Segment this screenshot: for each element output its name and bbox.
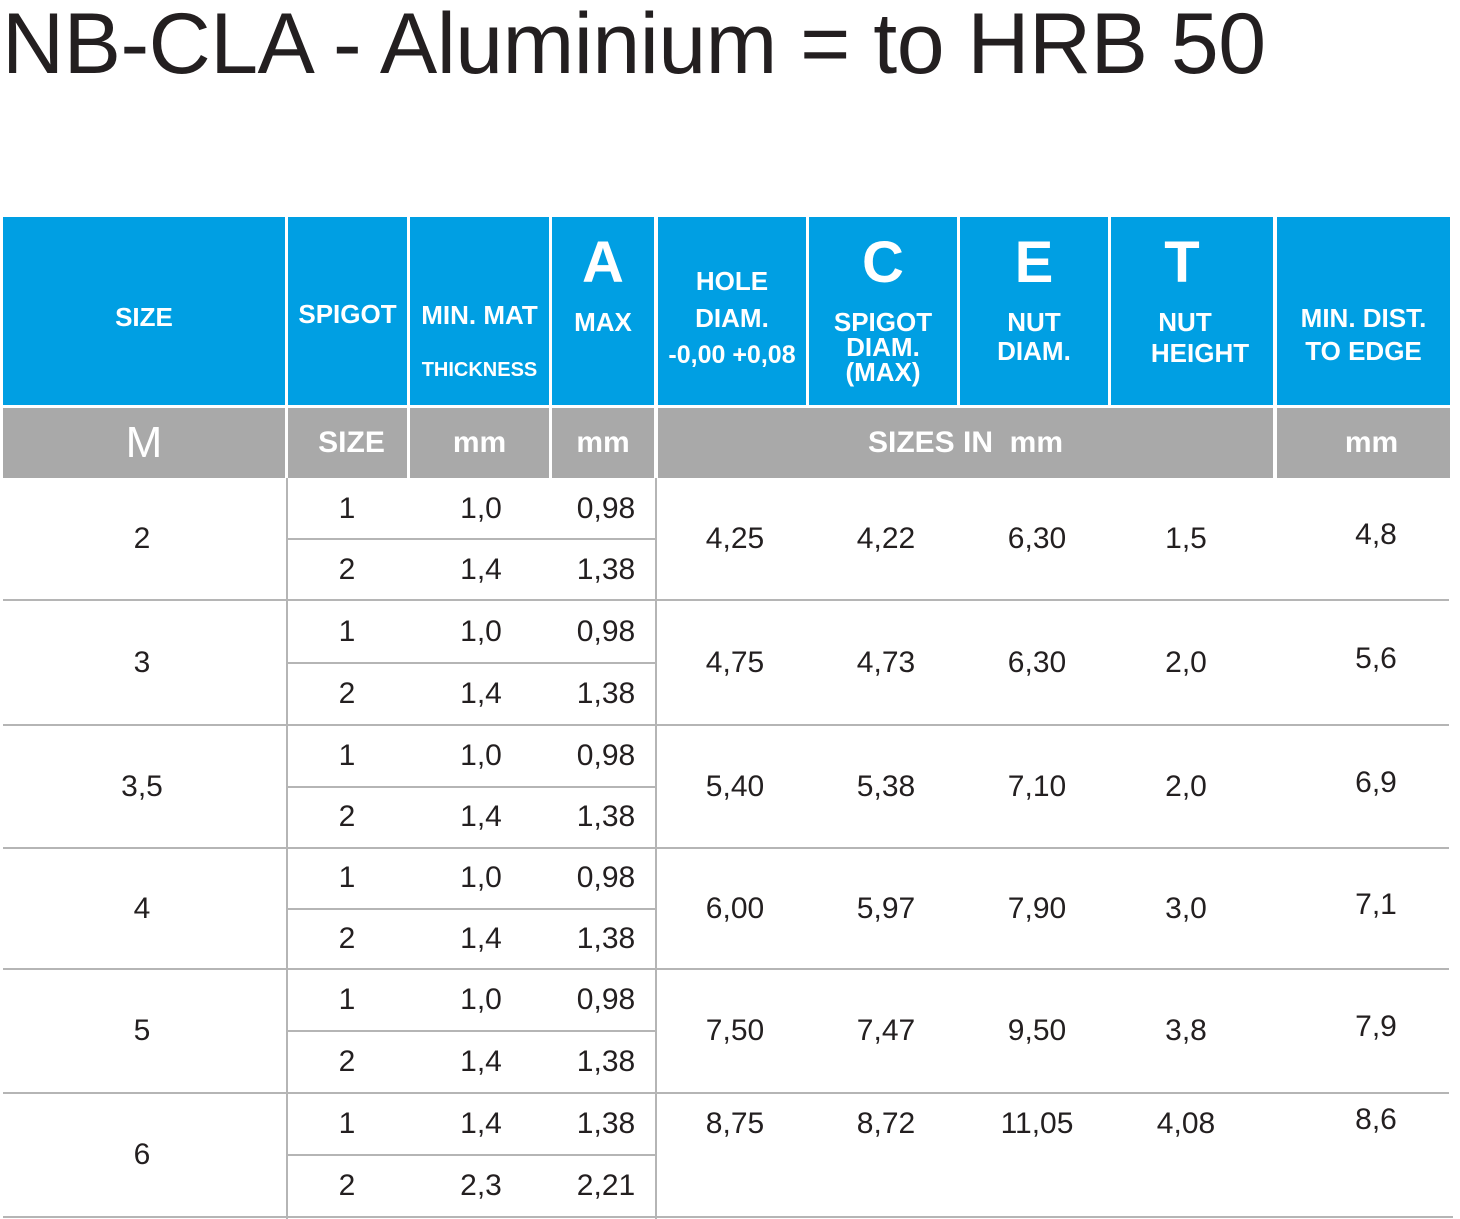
cell-min-mat: 1,4 <box>460 921 502 955</box>
sub-row-divider <box>288 1030 655 1032</box>
cell-spigot: 1 <box>338 983 356 1016</box>
cell-a-max: 1,38 <box>576 1045 636 1078</box>
header-a-max-label: MAX <box>574 307 632 337</box>
cell-spigot: 1 <box>338 861 356 895</box>
cell-hole-diam: 8,75 <box>705 1107 765 1140</box>
row-m-size: 3,5 <box>121 769 163 803</box>
sub-row-divider <box>288 538 655 540</box>
subheader-mm-a: mm <box>552 408 654 478</box>
cell-a-max: 1,38 <box>576 921 636 955</box>
cell-spigot-diam: 4,22 <box>856 522 916 555</box>
header-thickness-label: THICKNESS <box>421 359 538 381</box>
header-t-letter: T <box>1164 230 1200 295</box>
cell-a-max: 0,98 <box>576 983 636 1016</box>
header-t-nut-label: NUT <box>1158 307 1212 337</box>
cell-spigot: 1 <box>338 491 356 525</box>
row-m-size: 5 <box>133 1014 151 1047</box>
row-divider <box>3 968 1449 970</box>
header-c-max-label: (MAX) <box>845 357 921 387</box>
cell-spigot-diam: 5,38 <box>856 769 916 803</box>
cell-nut-diam: 6,30 <box>1007 646 1067 679</box>
cell-nut-height: 4,08 <box>1156 1107 1216 1140</box>
header-c <box>809 217 957 405</box>
cell-nut-height: 1,5 <box>1165 522 1207 555</box>
cell-min-mat: 1,4 <box>460 1107 502 1140</box>
header-c-diam-label: DIAM. <box>846 332 920 362</box>
cell-a-max: 1,38 <box>576 800 636 834</box>
cell-a-max: 0,98 <box>576 861 636 895</box>
cell-min-mat: 1,0 <box>460 738 502 772</box>
cell-min-dist: 7,1 <box>1355 887 1397 921</box>
cell-min-mat: 1,4 <box>460 800 502 834</box>
cell-spigot-diam: 7,47 <box>856 1014 916 1047</box>
row-m-size: 4 <box>133 891 151 925</box>
cell-spigot: 1 <box>338 615 356 648</box>
subheader-m: M <box>3 408 285 478</box>
header-e-diam-label: DIAM. <box>997 336 1071 366</box>
cell-nut-diam: 7,90 <box>1007 891 1067 925</box>
cell-min-mat: 1,4 <box>460 1045 502 1078</box>
cell-spigot-diam: 8,72 <box>856 1107 916 1140</box>
header-min-dist <box>1277 217 1450 405</box>
header-spigot <box>288 217 407 405</box>
cell-nut-height: 3,8 <box>1165 1014 1207 1047</box>
cell-nut-height: 2,0 <box>1165 646 1207 679</box>
row-divider <box>3 1216 1453 1218</box>
cell-spigot: 1 <box>338 1107 356 1140</box>
cell-nut-height: 3,0 <box>1165 891 1207 925</box>
cell-hole-diam: 7,50 <box>705 1014 765 1047</box>
header-to-edge-label: TO EDGE <box>1305 336 1422 366</box>
row-divider <box>3 599 1449 601</box>
cell-nut-diam: 7,10 <box>1007 769 1067 803</box>
sub-row-divider <box>288 786 655 788</box>
cell-a-max: 0,98 <box>576 615 636 648</box>
cell-nut-diam: 11,05 <box>1000 1107 1074 1140</box>
subheader-sizes-in-mm: SIZES IN mm <box>658 408 1273 478</box>
cell-spigot: 2 <box>338 1169 356 1202</box>
cell-a-max: 1,38 <box>576 552 636 586</box>
cell-min-mat: 2,3 <box>460 1169 502 1202</box>
header-a-letter: A <box>582 230 624 295</box>
cell-nut-diam: 9,50 <box>1007 1014 1067 1047</box>
header-hole-label: HOLE <box>695 266 769 296</box>
cell-min-dist: 4,8 <box>1355 518 1397 551</box>
cell-hole-diam: 6,00 <box>705 891 765 925</box>
cell-spigot: 2 <box>338 1045 356 1078</box>
header-size-label: SIZE <box>115 302 173 332</box>
cell-min-dist: 5,6 <box>1355 642 1397 675</box>
cell-min-dist: 7,9 <box>1355 1010 1397 1043</box>
cell-hole-diam: 4,25 <box>705 522 765 555</box>
header-e <box>960 217 1108 405</box>
cell-spigot: 2 <box>338 677 356 710</box>
cell-min-mat: 1,0 <box>460 983 502 1016</box>
header-a <box>552 217 654 405</box>
cell-hole-diam: 4,75 <box>705 646 765 679</box>
row-divider <box>3 724 1449 726</box>
subheader-mm-thickness: mm <box>410 408 549 478</box>
cell-min-dist: 6,9 <box>1355 765 1397 799</box>
cell-spigot-diam: 5,97 <box>856 891 916 925</box>
cell-min-mat: 1,0 <box>460 491 502 525</box>
sub-row-divider <box>288 1154 655 1156</box>
cell-min-mat: 1,0 <box>460 861 502 895</box>
cell-spigot: 2 <box>338 800 356 834</box>
cell-spigot: 1 <box>338 738 356 772</box>
header-t-height-label: HEIGHT <box>1150 338 1250 368</box>
header-min-mat-label: MIN. MAT <box>421 300 538 330</box>
sub-row-divider <box>288 908 655 910</box>
header-hole-tolerance: -0,00 +0,08 <box>668 341 796 369</box>
row-m-size: 3 <box>133 646 151 679</box>
cell-hole-diam: 5,40 <box>705 769 765 803</box>
header-min-dist-label: MIN. DIST. <box>1300 303 1427 333</box>
cell-nut-diam: 6,30 <box>1007 522 1067 555</box>
header-hole-diam <box>658 217 806 405</box>
header-c-spigot-label: SPIGOT <box>833 307 933 337</box>
cell-a-max: 2,21 <box>576 1169 636 1202</box>
page-title: NB-CLA - Aluminium = to HRB 50 <box>2 0 1266 92</box>
header-size <box>3 217 285 405</box>
cell-min-dist: 8,6 <box>1355 1103 1397 1136</box>
header-hole-diam-label: DIAM. <box>695 303 769 333</box>
header-t <box>1111 217 1273 405</box>
header-e-nut-label: NUT <box>1007 307 1061 337</box>
header-spigot-label: SPIGOT <box>298 299 397 329</box>
cell-spigot: 2 <box>338 921 356 955</box>
header-e-letter: E <box>1014 230 1054 295</box>
cell-a-max: 0,98 <box>576 491 636 525</box>
cell-a-max: 0,98 <box>576 738 636 772</box>
row-m-size: 6 <box>133 1138 151 1171</box>
sub-row-divider <box>288 662 655 664</box>
cell-min-mat: 1,0 <box>460 615 502 648</box>
header-c-letter: C <box>862 230 904 295</box>
cell-min-mat: 1,4 <box>460 552 502 586</box>
cell-spigot: 2 <box>338 552 356 586</box>
subheader-mm-dist: mm <box>1277 408 1450 478</box>
cell-spigot-diam: 4,73 <box>856 646 916 679</box>
subheader-size: SIZE <box>288 408 407 478</box>
row-divider <box>3 1092 1449 1094</box>
cell-a-max: 1,38 <box>576 677 636 710</box>
cell-a-max: 1,38 <box>576 1107 636 1140</box>
row-divider <box>3 847 1449 849</box>
cell-min-mat: 1,4 <box>460 677 502 710</box>
header-min-mat <box>410 217 549 405</box>
cell-nut-height: 2,0 <box>1165 769 1207 803</box>
row-m-size: 2 <box>133 522 151 555</box>
